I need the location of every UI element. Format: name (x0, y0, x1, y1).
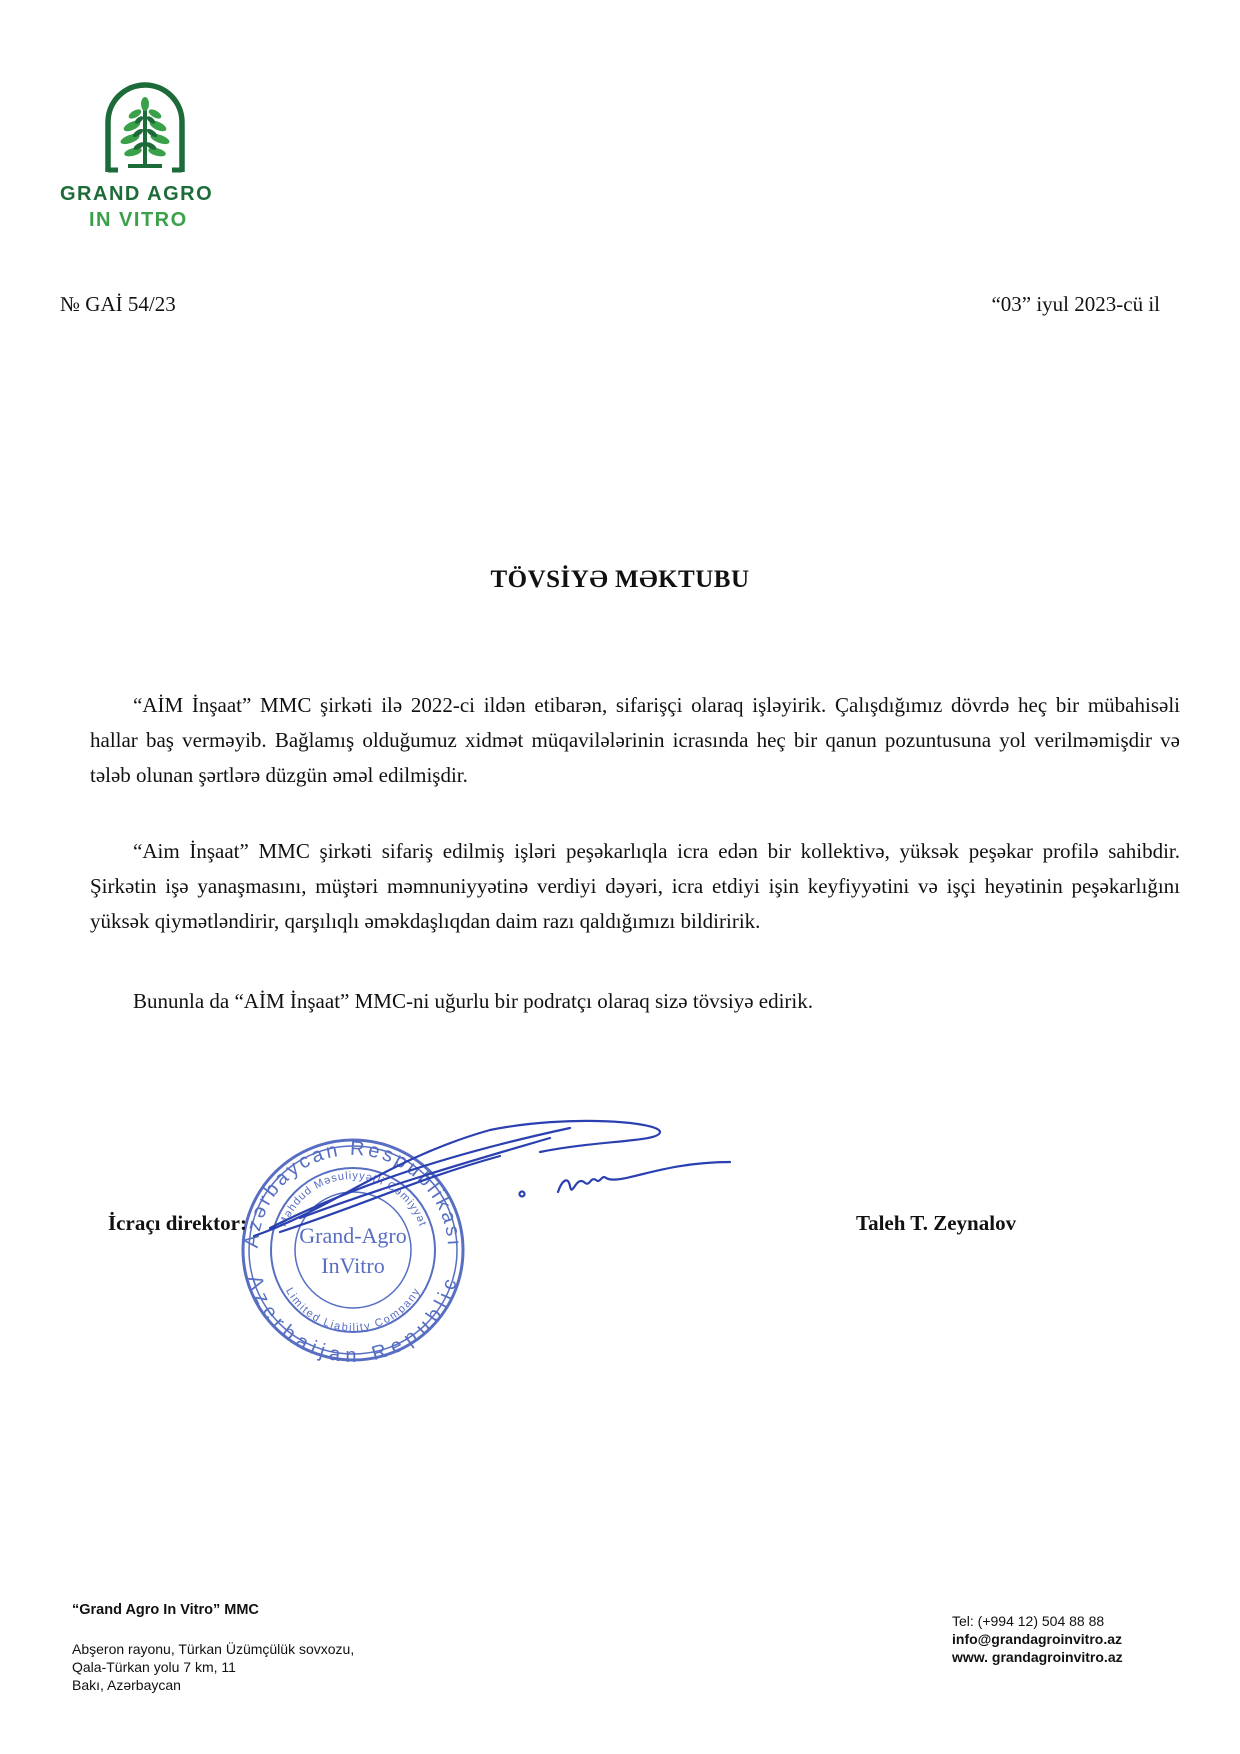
stamp-inner-top: Məhdud Məsuliyyətli Cəmiyyət (277, 1169, 429, 1229)
logo-text-line1: GRAND AGRO (60, 183, 214, 205)
stamp-outer-bottom: Azerbaijan Republic (243, 1272, 463, 1365)
body-paragraph-3: Bununla da “AİM İnşaat” MMC-ni uğurlu bir podratçı olaraq sizə tövsiyə edirik. (133, 989, 813, 1013)
svg-text:Azerbaijan Republic (244, 1273, 463, 1365)
letter-title: TÖVSİYƏ MƏKTUBU (490, 566, 750, 593)
footer-address-line3: Bakı, Azərbaycan (72, 1677, 181, 1693)
stamp-inner-bottom: Limited Liability Company (282, 1285, 424, 1335)
svg-text:Limited Liability Company (283, 1286, 423, 1334)
handwritten-signature (240, 1118, 740, 1263)
logo-text-line2: IN VITRO (89, 209, 188, 231)
footer-address-line1: Abşeron rayonu, Türkan Üzümçülük sovxozu, (72, 1641, 355, 1657)
footer-company-name: “Grand Agro In Vitro” MMC (72, 1602, 259, 1618)
signatory-role: İcraçı direktor: (108, 1211, 247, 1235)
footer-contact (952, 1612, 1123, 1666)
stamp-outer-top: Azərbaycan Respublikası (240, 1137, 466, 1249)
footer-phone: Tel: (+994 12) 504 88 88 (952, 1613, 1105, 1629)
footer-address-line2: Qala-Türkan yolu 7 km, 11 (72, 1659, 236, 1675)
footer-address (72, 1640, 354, 1694)
letter-date: “03” iyul 2023-cü il (991, 292, 1160, 316)
reference-number: № GAİ 54/23 (60, 292, 176, 316)
stamp-center-line2: InVitro (321, 1253, 385, 1278)
body-paragraph-2: “Aim İnşaat” MMC şirkəti sifariş edilmiş işləri peşəkarlıqla icra edən bir kollektivə, yüksək peşəkar profilə sahibdir. Şirkətin işə yanaşmasını, müştəri məmnuniyyətinə verdiyi dəyəri, icra etdiyi işin keyfiyyətini və işçi heyətinin peşəkarlığını yüksək qiymətləndirir, qarşılıqlı əməkdaşlıqdan daim razı qaldığımızı bildiririk. (90, 839, 1180, 933)
body-paragraph-1: “AİM İnşaat” MMC şirkəti ilə 2022-ci ildən etibarən, sifarişçi olaraq işləyirik. Çalışdığımız dövrdə heç bir mübahisəli hallar baş verməyib. Bağlamış olduğumuz xidmət müqavilələrinin icrasında heç bir qanun pozuntusuna yol verilməmişdir və tələb olunan şərtlərə düzgün əməl edilmişdir. (90, 693, 1180, 787)
footer-website[interactable]: www. grandagroinvitro.az (952, 1649, 1123, 1665)
footer-email[interactable]: info@grandagroinvitro.az (952, 1631, 1122, 1647)
stamp-center-line1: Grand-Agro (299, 1223, 407, 1248)
tree-arch-icon (102, 82, 188, 174)
signatory-name: Taleh T. Zeynalov (856, 1211, 1017, 1235)
